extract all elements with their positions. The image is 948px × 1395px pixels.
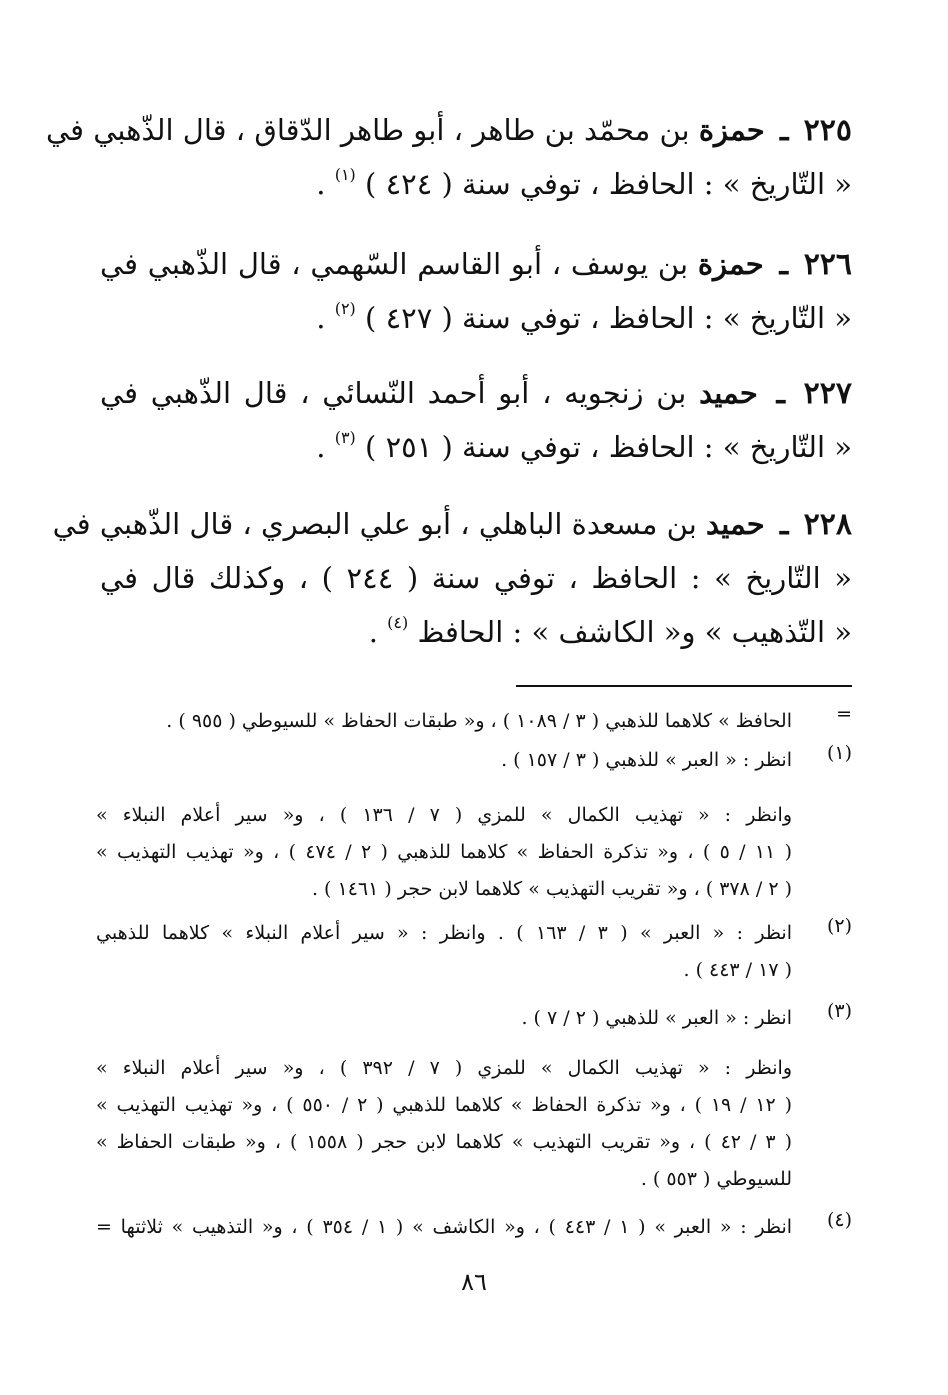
entry-line bbox=[100, 551, 852, 605]
entry-dash: ـ bbox=[776, 376, 785, 410]
footnote-line: الحافظ » كلاهما للذهبي ( ٣ / ١٠٨٩ ) ، و« طبقات الحفاظ » للسيوطي ( ٩٥٥ ) . bbox=[166, 710, 792, 732]
footnote-mark: (٢) bbox=[826, 915, 852, 937]
footnote-1 bbox=[96, 742, 852, 779]
footnote-line: وانظر : « تهذيب الكمال » للمزي ( ٧ / ٣٩٢ ) ، و« سير أعلام النبلاء » bbox=[96, 1057, 793, 1079]
footnote-3-more bbox=[96, 1050, 852, 1198]
entry-line bbox=[52, 497, 852, 551]
footnote-reference[interactable]: (٢) bbox=[334, 299, 356, 318]
entry-dash: ـ bbox=[779, 507, 789, 541]
entry-line bbox=[45, 103, 852, 157]
entry-name: حميد bbox=[699, 376, 758, 410]
footnote-mark: (١) bbox=[826, 742, 852, 764]
entry-text: بن زنجويه ، أبو أحمد النّسائي ، قال الذّهبي في bbox=[100, 376, 687, 410]
footnote-line: ( ١١ / ٥ ) ، و« تذكرة الحفاظ » كلاهما للذهبي ( ٢ / ٤٧٤ ) ، و« تهذيب التهذيب » bbox=[96, 841, 792, 863]
footnote-mark: (٣) bbox=[826, 1000, 852, 1022]
entry-name: حمزة bbox=[697, 247, 764, 281]
footnote-reference[interactable]: (٤) bbox=[387, 613, 409, 632]
footnote-line: انظر : « العبر » للذهبي ( ٣ / ١٥٧ ) . bbox=[501, 749, 792, 771]
entry-dash: ـ bbox=[779, 113, 789, 147]
entry-line bbox=[100, 420, 852, 474]
biography-entry-226 bbox=[100, 237, 852, 345]
entry-number: ٢٢٦ bbox=[803, 247, 853, 282]
entry-text: « التّذهيب » و« الكاشف » : الحافظ bbox=[417, 615, 852, 649]
entry-end-dot: . bbox=[316, 430, 326, 464]
footnote-line: انظر : « العبر » للذهبي ( ٢ / ٧ ) . bbox=[521, 1007, 792, 1029]
entry-text: « التّاريخ » : الحافظ ، توفي سنة ( ٤٢٧ ) bbox=[365, 301, 852, 335]
entry-line bbox=[100, 605, 852, 659]
biography-entry-227 bbox=[100, 366, 852, 474]
footnote-line: للسيوطي ( ٥٥٣ ) . bbox=[640, 1168, 792, 1190]
biography-entry-225 bbox=[45, 103, 852, 211]
footnote-line: وانظر : « تهذيب الكمال » للمزي ( ٧ / ١٣٦ ) ، و« سير أعلام النبلاء » bbox=[96, 804, 793, 826]
footnote-line: انظر : « العبر » ( ٣ / ١٦٣ ) . وانظر : « سير أعلام النبلاء » كلاهما للذهبي bbox=[96, 922, 792, 944]
footnote-line: ( ١٧ / ٤٤٣ ) . bbox=[683, 959, 792, 981]
entry-name: حمزة bbox=[698, 113, 765, 147]
entry-line bbox=[100, 237, 852, 291]
entry-name: حميد bbox=[706, 507, 765, 541]
footnote-1-more bbox=[96, 797, 852, 908]
page-number: ٨٦ bbox=[461, 1268, 487, 1296]
entry-number: ٢٢٥ bbox=[803, 113, 852, 148]
footnote-mark: = bbox=[836, 703, 852, 725]
footnote-continuation bbox=[96, 703, 852, 740]
entry-number: ٢٢٨ bbox=[803, 507, 852, 542]
footnote-line: ( ٣ / ٤٢ ) ، و« تقريب التهذيب » كلاهما لابن حجر ( ١٥٥٨ ) ، و« طبقات الحفاظ » bbox=[96, 1131, 792, 1153]
entry-end-dot: . bbox=[316, 167, 326, 201]
entry-text: بن مسعدة الباهلي ، أبو علي البصري ، قال الذّهبي في bbox=[52, 507, 697, 541]
entry-dash: ـ bbox=[779, 247, 788, 281]
entry-text: « التّاريخ » : الحافظ ، توفي سنة ( ٤٢٤ ) bbox=[365, 167, 852, 201]
footnote-line: ( ١٢ / ١٩ ) ، و« تذكرة الحفاظ » كلاهما للذهبي ( ٢ / ٥٥٠ ) ، و« تهذيب التهذيب » bbox=[96, 1094, 792, 1116]
footnote-2 bbox=[96, 915, 852, 989]
footnote-reference[interactable]: (١) bbox=[334, 165, 356, 184]
footnote-3 bbox=[96, 1000, 852, 1037]
footnote-mark: (٤) bbox=[826, 1209, 852, 1231]
footnote-reference[interactable]: (٣) bbox=[334, 428, 356, 447]
footnote-4 bbox=[96, 1209, 852, 1246]
entry-end-dot: . bbox=[368, 615, 378, 649]
entry-text: بن محمّد بن طاهر ، أبو طاهر الدّقاق ، قال الذّهبي في bbox=[45, 113, 690, 147]
footnote-separator bbox=[516, 685, 852, 687]
entry-text: « التّاريخ » : الحافظ ، توفي سنة ( ٢٤٤ ) ، وكذلك قال في bbox=[100, 561, 852, 595]
entry-text: بن يوسف ، أبو القاسم السّهمي ، قال الذّهبي في bbox=[100, 247, 689, 281]
footnote-line: انظر : « العبر » ( ١ / ٤٤٣ ) ، و« الكاشف » ( ١ / ٣٥٤ ) ، و« التذهيب » ثلاثتها = bbox=[96, 1216, 793, 1238]
entry-number: ٢٢٧ bbox=[803, 376, 852, 411]
entry-line bbox=[100, 291, 852, 345]
entry-line bbox=[100, 366, 852, 420]
entry-line bbox=[100, 157, 852, 211]
entry-end-dot: . bbox=[316, 301, 326, 335]
biography-entry-228 bbox=[52, 497, 852, 659]
footnote-line: ( ٢ / ٣٧٨ ) ، و« تقريب التهذيب » كلاهما لابن حجر ( ١٤٦١ ) . bbox=[311, 878, 792, 900]
entry-text: « التّاريخ » : الحافظ ، توفي سنة ( ٢٥١ ) bbox=[365, 430, 852, 464]
